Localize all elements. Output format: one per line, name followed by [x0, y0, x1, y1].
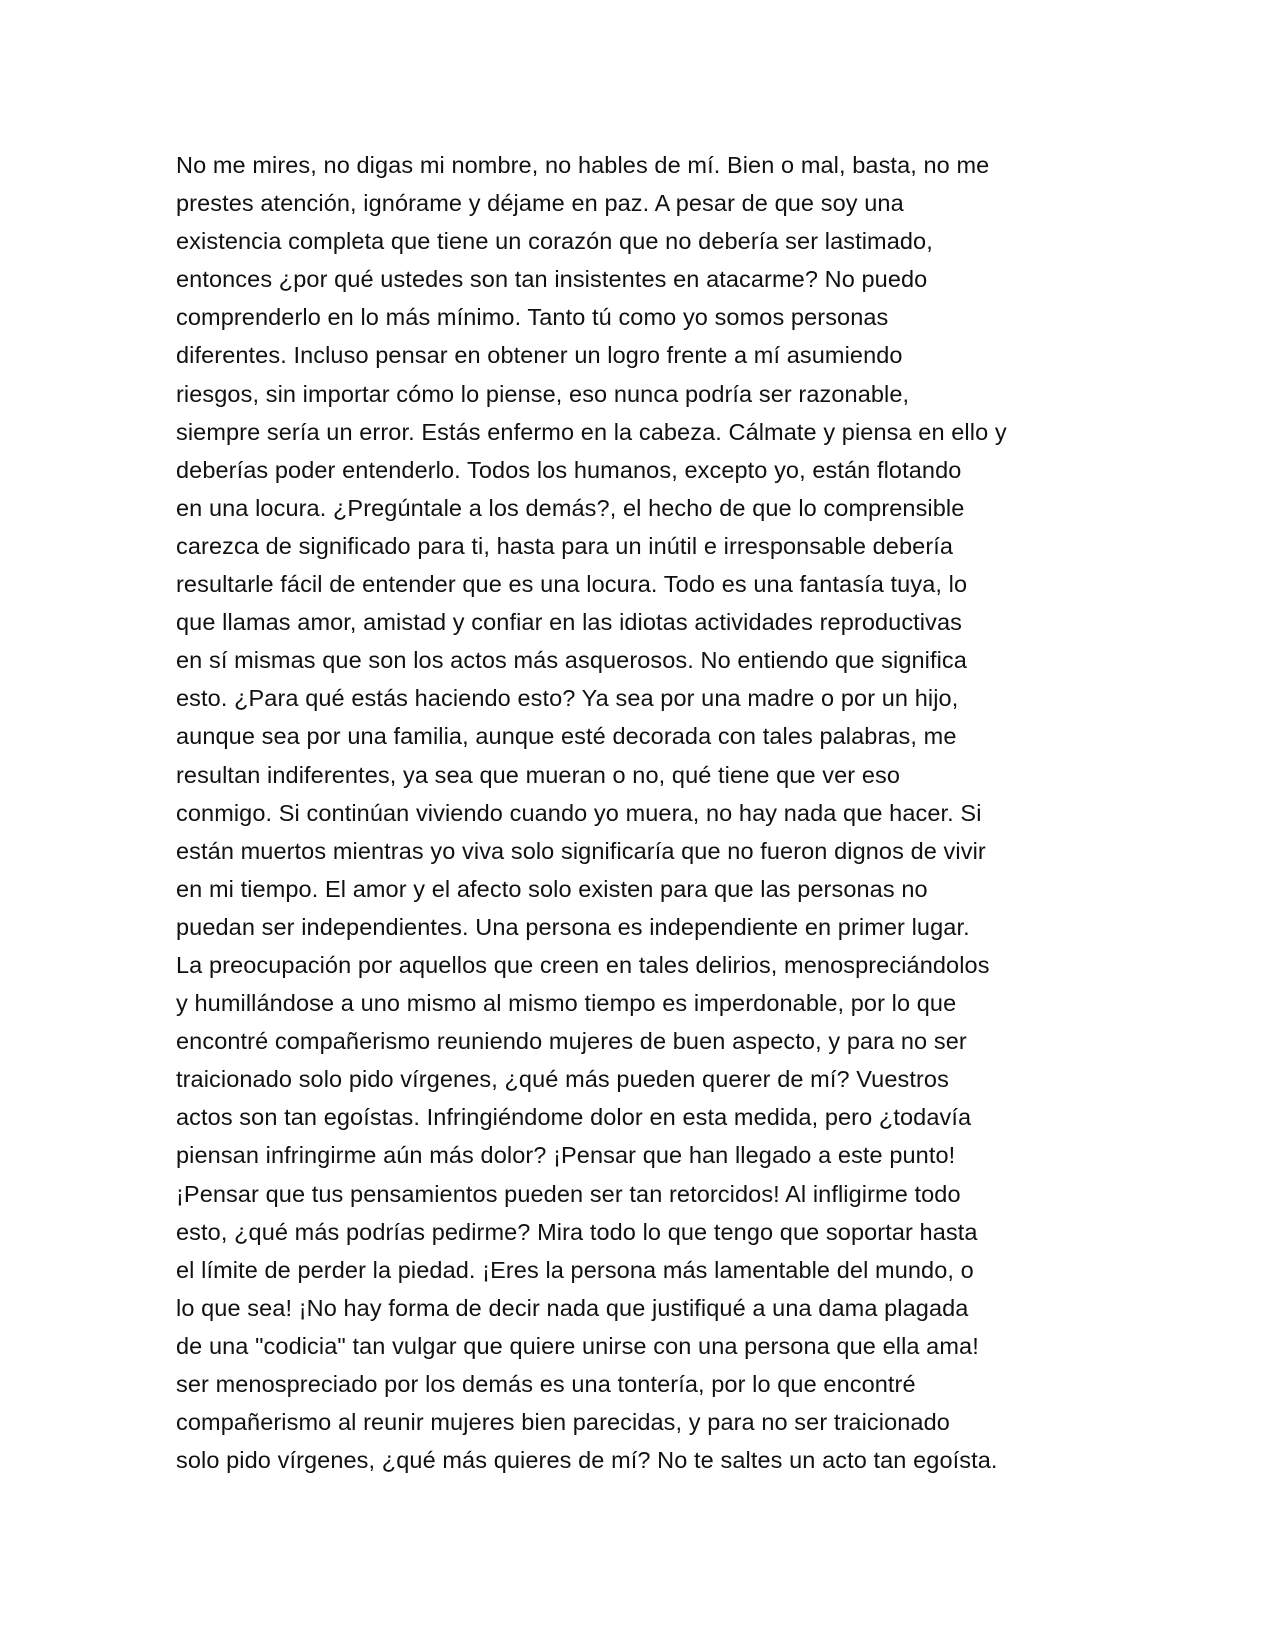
text-line: en mi tiempo. El amor y el afecto solo existen para que las personas no: [176, 875, 928, 902]
text-line: carezca de significado para ti, hasta para un inútil e irresponsable debería: [176, 532, 954, 559]
text-line: esto, ¿qué más podrías pedirme? Mira todo lo que tengo que soportar hasta: [176, 1218, 978, 1245]
text-line: solo pido vírgenes, ¿qué más quieres de mí? No te saltes un acto tan egoísta.: [176, 1447, 998, 1474]
text-line: entonces ¿por qué ustedes son tan insistentes en atacarme? No puedo: [176, 266, 928, 293]
body-paragraph: [176, 146, 1106, 1479]
text-line: y humillándose a uno mismo al mismo tiempo es imperdonable, por lo que: [176, 990, 957, 1017]
text-line: traicionado solo pido vírgenes, ¿qué más pueden querer de mí? Vuestros: [176, 1066, 949, 1093]
text-line: ¡Pensar que tus pensamientos pueden ser tan retorcidos! Al infligirme todo: [176, 1180, 961, 1207]
text-line: La preocupación por aquellos que creen en tales delirios, menospreciándolos: [176, 951, 990, 978]
text-line: compañerismo al reunir mujeres bien parecidas, y para no ser traicionado: [176, 1409, 950, 1436]
text-line: riesgos, sin importar cómo lo piense, eso nunca podría ser razonable,: [176, 380, 910, 407]
text-line: diferentes. Incluso pensar en obtener un logro frente a mí asumiendo: [176, 342, 903, 369]
text-line: resultan indiferentes, ya sea que mueran o no, qué tiene que ver eso: [176, 761, 901, 788]
text-line: ser menospreciado por los demás es una tontería, por lo que encontré: [176, 1371, 916, 1397]
text-line: en sí mismas que son los actos más asquerosos. No entiendo que significa: [176, 647, 967, 674]
text-line: aunque sea por una familia, aunque esté decorada con tales palabras, me: [176, 723, 957, 750]
text-line: siempre sería un error. Estás enfermo en la cabeza. Cálmate y piensa en ello y: [176, 418, 1007, 445]
text-line: puedan ser independientes. Una persona es independiente en primer lugar.: [176, 913, 970, 940]
text-line: prestes atención, ignórame y déjame en paz. A pesar de que soy una: [176, 190, 904, 217]
text-line: lo que sea! ¡No hay forma de decir nada que justifiqué a una dama plagada: [176, 1294, 969, 1321]
text-line: piensan infringirme aún más dolor? ¡Pensar que han llegado a este punto!: [176, 1142, 956, 1169]
text-line: que llamas amor, amistad y confiar en las idiotas actividades reproductivas: [176, 609, 962, 636]
text-line: actos son tan egoístas. Infringiéndome dolor en esta medida, pero ¿todavía: [176, 1104, 972, 1131]
text-line: esto. ¿Para qué estás haciendo esto? Ya sea por una madre o por un hijo,: [176, 685, 959, 712]
text-line: encontré compañerismo reuniendo mujeres de buen aspecto, y para no ser: [176, 1028, 967, 1055]
text-line: resultarle fácil de entender que es una locura. Todo es una fantasía tuya, lo: [176, 571, 968, 598]
text-line: el límite de perder la piedad. ¡Eres la persona más lamentable del mundo, o: [176, 1256, 974, 1283]
text-line: comprenderlo en lo más mínimo. Tanto tú como yo somos personas: [176, 304, 889, 331]
text-line: de una "codicia" tan vulgar que quiere unirse con una persona que ella ama!: [176, 1332, 979, 1359]
text-line: deberías poder entenderlo. Todos los humanos, excepto yo, están flotando: [176, 456, 962, 483]
text-line: en una locura. ¿Pregúntale a los demás?, el hecho de que lo comprensible: [176, 494, 965, 521]
text-line: No me mires, no digas mi nombre, no hables de mí. Bien o mal, basta, no me: [176, 152, 990, 178]
text-line: conmigo. Si continúan viviendo cuando yo muera, no hay nada que hacer. Si: [176, 799, 982, 826]
text-line: están muertos mientras yo viva solo significaría que no fueron dignos de vivir: [176, 837, 986, 864]
text-line: existencia completa que tiene un corazón que no debería ser lastimado,: [176, 228, 933, 255]
